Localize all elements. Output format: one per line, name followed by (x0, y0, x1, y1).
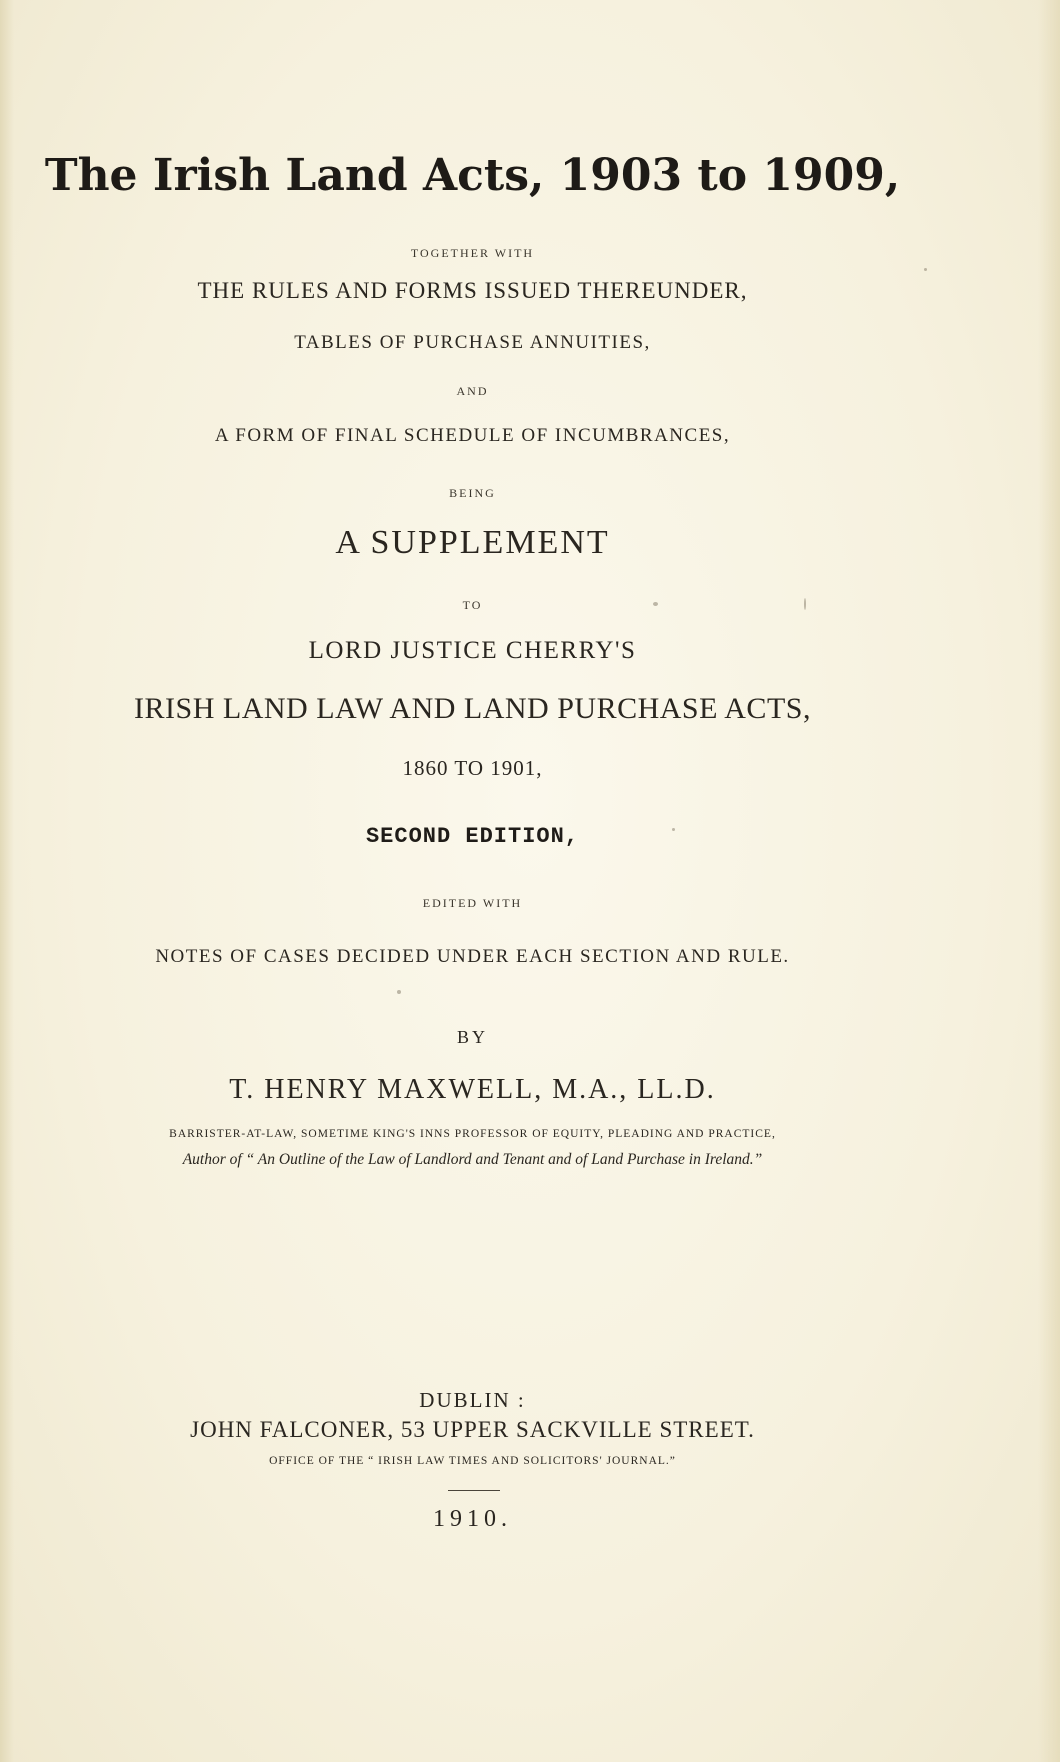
notes-line: NOTES OF CASES DECIDED UNDER EACH SECTION AND RULE. (155, 946, 790, 967)
edition-line: SECOND EDITION, (365, 824, 580, 849)
divider-rule (448, 1490, 500, 1491)
being-label: BEING (449, 486, 496, 500)
publication-year: 1910. (433, 1506, 512, 1532)
paper-speck (924, 268, 927, 271)
and-label: AND (456, 384, 489, 398)
by-label: BY (456, 1027, 488, 1047)
edited-with-label: EDITED WITH (422, 896, 523, 910)
rules-and-forms-line: THE RULES AND FORMS ISSUED THEREUNDER, (197, 278, 748, 303)
publication-city: DUBLIN : (419, 1388, 526, 1412)
author-of-line: Author of “ An Outline of the Law of Landlord and Tenant and of Land Purchase in Ireland.” (182, 1151, 763, 1168)
irish-land-law-line: IRISH LAND LAW AND LAND PURCHASE ACTS, (134, 692, 811, 725)
author-name: T. HENRY MAXWELL, M.A., LL.D. (229, 1074, 716, 1105)
lord-justice-line: LORD JUSTICE CHERRY'S (308, 637, 637, 664)
tables-line: TABLES OF PURCHASE ANNUITIES, (294, 332, 651, 353)
to-label: TO (462, 598, 483, 612)
paper-speck (804, 598, 806, 610)
supplement-heading: A SUPPLEMENT (335, 524, 610, 561)
office-line: OFFICE OF THE “ IRISH LAW TIMES AND SOLICITORS' JOURNAL.” (269, 1455, 676, 1467)
paper-speck (653, 602, 658, 606)
paper-speck (672, 828, 675, 831)
author-credentials: BARRISTER-AT-LAW, SOMETIME KING'S INNS PROFESSOR OF EQUITY, PLEADING AND PRACTICE, (169, 1128, 776, 1140)
publisher-line: JOHN FALCONER, 53 UPPER SACKVILLE STREET. (190, 1417, 755, 1442)
paper-speck (397, 990, 401, 994)
final-schedule-line: A FORM OF FINAL SCHEDULE OF INCUMBRANCES, (214, 425, 731, 446)
together-with-label: TOGETHER WITH (410, 246, 535, 260)
book-title: The Irish Land Acts, 1903 to 1909, (44, 150, 901, 201)
years-line: 1860 TO 1901, (402, 756, 543, 780)
